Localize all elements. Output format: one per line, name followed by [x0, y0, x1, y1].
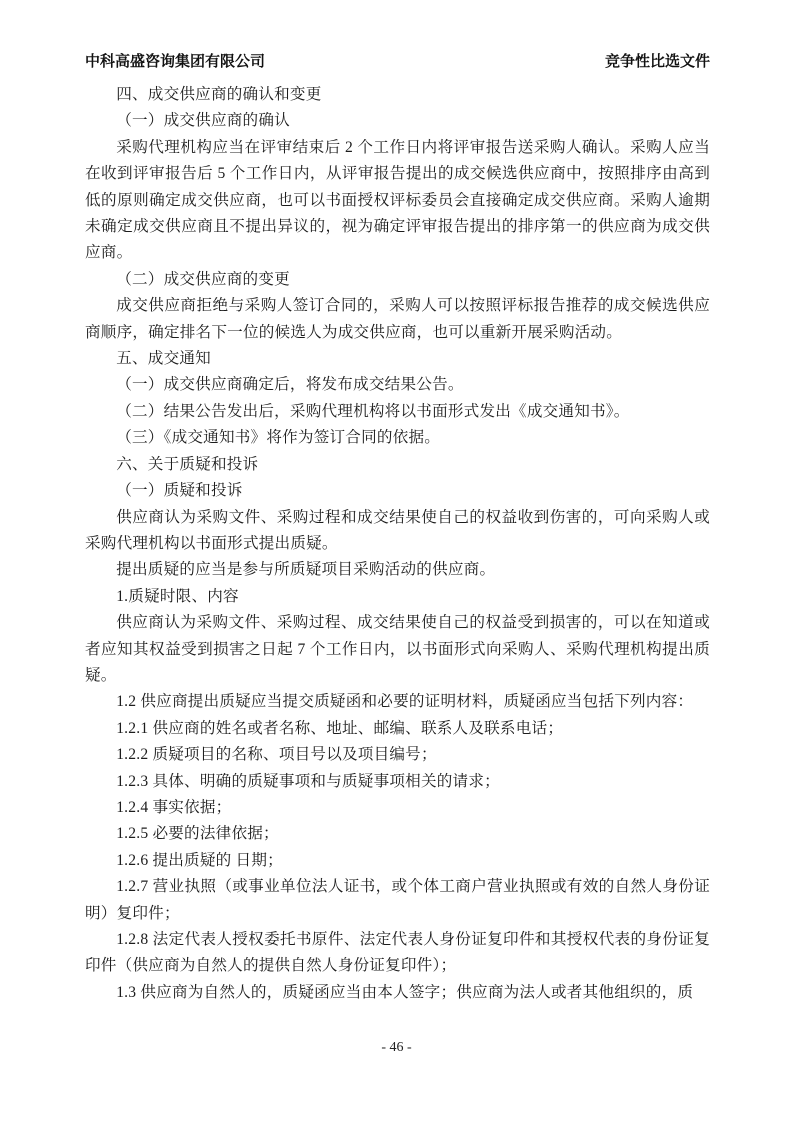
section-heading: （一）质疑和投诉: [116, 482, 243, 500]
paragraph: 1.2.8 法定代表人授权委托书原件、法定代表人身份证复印件和其授权代表的身份证复印件（供应商为自然人的提供自然人身份证复印件）；: [85, 931, 710, 975]
section-heading: 四、成交供应商的确认和变更: [116, 86, 322, 103]
paragraph: 1.质疑时限、内容: [116, 587, 239, 605]
paragraph: 1.2.4 事实依据；: [116, 798, 232, 816]
paragraph: 供应商认为采购文件、采购过程、成交结果使自己的权益受到损害的，可以在知道或者应知其权益受到损害之日起 7 个工作日内，以书面形式向采购人、采购代理机构提出质疑。: [85, 614, 710, 684]
document-body: [85, 82, 710, 1006]
paragraph: 供应商认为采购文件、采购过程和成交结果使自己的权益收到伤害的，可向采购人或采购代理机构以书面形式提出质疑。: [85, 508, 710, 552]
paragraph: （二）结果公告发出后，采购代理机构将以书面形式发出《成交通知书》。: [116, 402, 630, 420]
section-heading: （一）成交供应商的确认: [116, 112, 290, 130]
paragraph: 1.2.2 质疑项目的名称、项目号以及项目编号；: [116, 746, 437, 764]
page-header: [85, 53, 710, 71]
paragraph: 1.2.5 必要的法律依据；: [116, 825, 279, 843]
paragraph: 1.2.3 具体、明确的质疑事项和与质疑事项相关的请求；: [116, 772, 500, 790]
page-number: - 46 -: [381, 1040, 412, 1055]
header-company-name: 中科高盛咨询集团有限公司: [85, 53, 266, 70]
paragraph: 提出质疑的应当是参与所质疑项目采购活动的供应商。: [116, 561, 496, 579]
page-footer: [0, 1038, 793, 1058]
paragraph: 1.2.7 营业执照（或事业单位法人证书，或个体工商户营业执照或有效的自然人身份证明）复印件；: [85, 878, 710, 922]
paragraph: 成交供应商拒绝与采购人签订合同的，采购人可以按照评标报告推荐的成交候选供应商顺序，确定排名下一位的候选人为成交供应商，也可以重新开展采购活动。: [85, 297, 710, 341]
paragraph: 1.3 供应商为自然人的，质疑函应当由本人签字；供应商为法人或者其他组织的，质: [116, 983, 694, 1001]
paragraph: 采购代理机构应当在评审结束后 2 个工作日内将评审报告送采购人确认。采购人应当在收到评审报告后 5 个工作日内，从评审报告提出的成交候选供应商中，按照排序由高到低的原则确定成交供应商，也可以书面授权评标委员会直接确定成交供应商。采购人逾期未确定成交供应商且不提出异议的，视为确定评审报告提出的排序第一的供应商为成交供应商。: [85, 138, 710, 262]
section-heading: 五、成交通知: [116, 350, 211, 368]
paragraph: （一）成交供应商确定后，将发布成交结果公告。: [116, 376, 464, 394]
paragraph: 1.2 供应商提出质疑应当提交质疑函和必要的证明材料，质疑函应当包括下列内容：: [116, 693, 694, 711]
section-heading: （二）成交供应商的变更: [116, 270, 290, 288]
section-heading: 六、关于质疑和投诉: [116, 455, 259, 473]
paragraph: （三）《成交通知书》将作为签订合同的依据。: [116, 429, 441, 447]
paragraph: 1.2.6 提出质疑的 日期；: [116, 851, 283, 869]
paragraph: 1.2.1 供应商的姓名或者名称、地址、邮编、联系人及联系电话；: [116, 719, 564, 737]
header-document-type: 竞争性比选文件: [604, 53, 710, 70]
